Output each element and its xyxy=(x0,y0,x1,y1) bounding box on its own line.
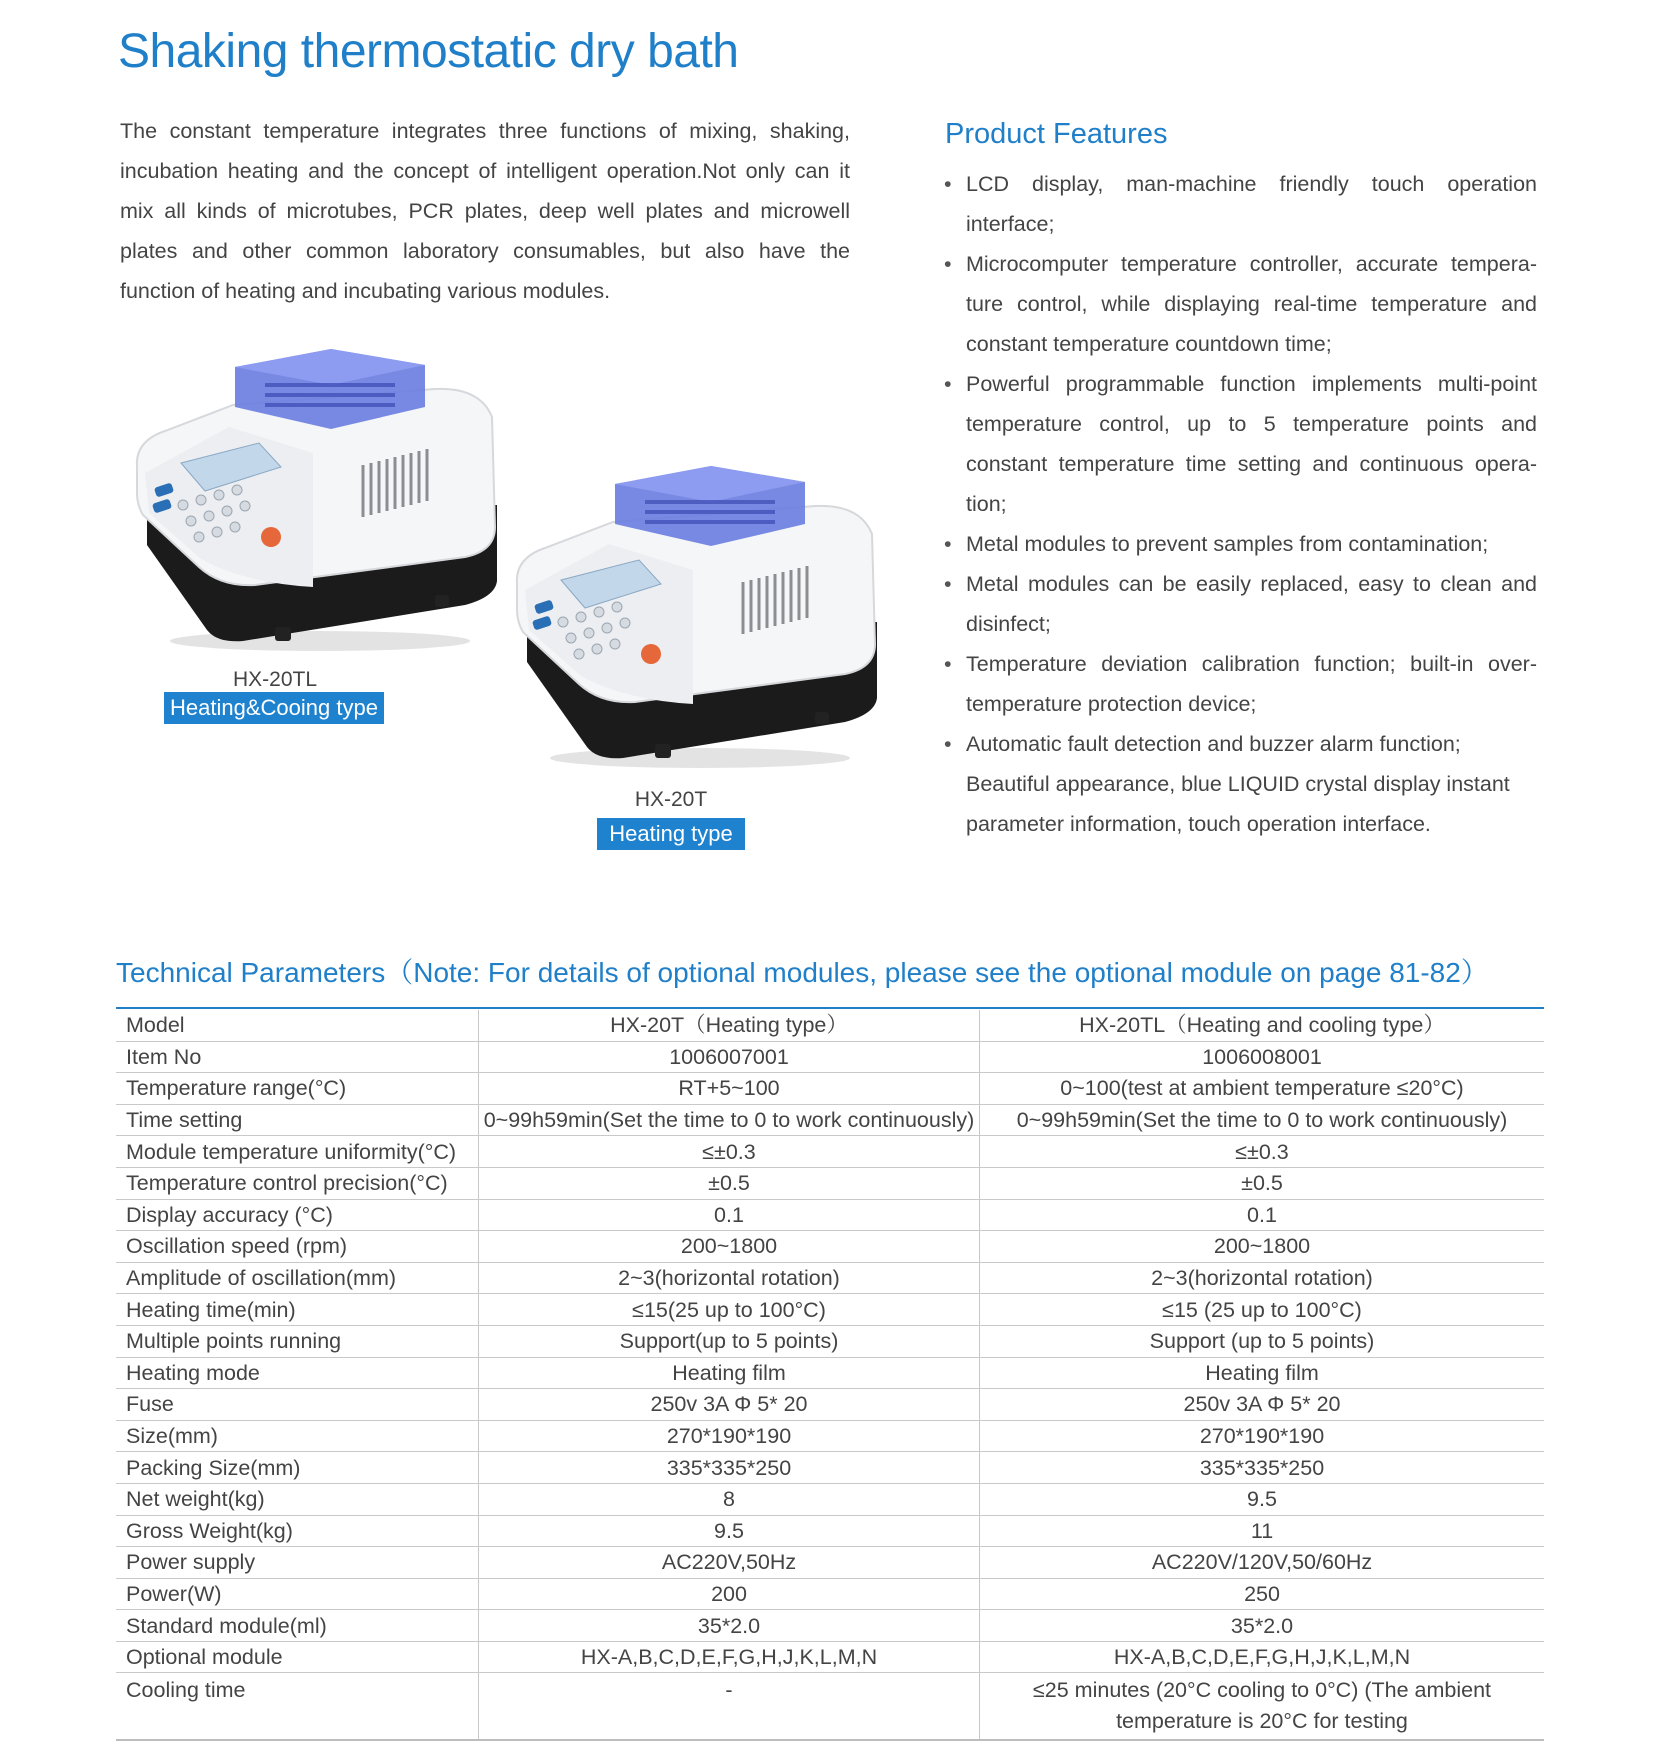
hx20t-value-cell: - xyxy=(479,1673,980,1741)
hx20t-value-cell: 0~99h59min(Set the time to 0 to work continuously) xyxy=(479,1104,980,1136)
feature-item: • Automatic fault detection and buzzer alarm function; xyxy=(944,724,1537,764)
param-name-cell: Temperature range(°C) xyxy=(116,1073,479,1105)
product-type-badge: Heating type xyxy=(597,818,745,850)
product-image-hx20t xyxy=(515,462,885,772)
hx20t-value-cell: 0.1 xyxy=(479,1199,980,1231)
param-name-cell: Heating mode xyxy=(116,1357,479,1389)
hx20tl-value-cell: 2~3(horizontal rotation) xyxy=(980,1262,1545,1294)
table-row xyxy=(116,1167,1544,1199)
param-name-cell: Oscillation speed (rpm) xyxy=(116,1231,479,1263)
tech-params-rule xyxy=(116,1007,1544,1009)
hx20t-value-cell: 335*335*250 xyxy=(479,1452,980,1484)
table-row xyxy=(116,1610,1544,1642)
param-name-cell: Time setting xyxy=(116,1104,479,1136)
param-name-cell: Power(W) xyxy=(116,1578,479,1610)
product-type-badge: Heating&Cooing type xyxy=(164,692,384,724)
tech-params-title: Technical Parameters（Note: For details of optional modules, please see the optional module on page 81-82） xyxy=(116,957,1489,988)
param-name-cell: Gross Weight(kg) xyxy=(116,1515,479,1547)
hx20tl-value-cell: 0~99h59min(Set the time to 0 to work continuously) xyxy=(980,1104,1545,1136)
table-row xyxy=(116,1136,1544,1168)
hx20tl-value-cell: HX-20TL（Heating and cooling type） xyxy=(980,1010,1545,1041)
param-name-cell: Model xyxy=(116,1010,479,1041)
param-name-cell: Temperature control precision(°C) xyxy=(116,1167,479,1199)
param-name-cell: Fuse xyxy=(116,1389,479,1421)
features-title: Product Features xyxy=(945,118,1168,150)
hx20t-value-cell: 8 xyxy=(479,1483,980,1515)
hx20tl-value-cell: 11 xyxy=(980,1515,1545,1547)
table-row xyxy=(116,1262,1544,1294)
hx20tl-value-cell: 335*335*250 xyxy=(980,1452,1545,1484)
feature-item: • Microcomputer temperature controller, accurate tempera-ture control, while displaying real-time temperature and constant temperature countdown time; xyxy=(944,244,1537,364)
table-row xyxy=(116,1578,1544,1610)
table-row xyxy=(116,1357,1544,1389)
hx20tl-value-cell: 0~100(test at ambient temperature ≤20°C) xyxy=(980,1073,1545,1105)
hx20t-value-cell: ≤±0.3 xyxy=(479,1136,980,1168)
table-row xyxy=(116,1389,1544,1421)
hx20tl-value-cell: 35*2.0 xyxy=(980,1610,1545,1642)
hx20t-value-cell: 250v 3A Φ 5* 20 xyxy=(479,1389,980,1421)
feature-continuation: Beautiful appearance, blue LIQUID crystal display instant parameter information, touch operation interface. xyxy=(966,772,1510,836)
product-model-label: HX-20T xyxy=(634,788,708,811)
feature-item: • Temperature deviation calibration function; built-in over-temperature protection device; xyxy=(944,644,1537,724)
table-row xyxy=(116,1325,1544,1357)
param-name-cell: Size(mm) xyxy=(116,1420,479,1452)
hx20t-value-cell: 9.5 xyxy=(479,1515,980,1547)
hx20t-value-cell: 1006007001 xyxy=(479,1041,980,1073)
product-image-hx20tl xyxy=(135,345,505,655)
table-row xyxy=(116,1199,1544,1231)
hx20t-value-cell: 2~3(horizontal rotation) xyxy=(479,1262,980,1294)
table-row xyxy=(116,1010,1544,1041)
intro-paragraph: The constant temperature integrates three functions of mixing, shaking, incubation heating and the concept of intelligent operation.Not only can it mix all kinds of microtubes, PCR plates, deep well plates and microwell plates and other common laboratory consumables, but also have the function of heating and incubating various modules. xyxy=(120,119,850,303)
table-row xyxy=(116,1547,1544,1579)
hx20tl-value-cell: 9.5 xyxy=(980,1483,1545,1515)
hx20tl-value-cell: 250v 3A Φ 5* 20 xyxy=(980,1389,1545,1421)
param-name-cell: Item No xyxy=(116,1041,479,1073)
hx20t-value-cell: 35*2.0 xyxy=(479,1610,980,1642)
hx20tl-value-cell: 0.1 xyxy=(980,1199,1545,1231)
param-name-cell: Display accuracy (°C) xyxy=(116,1199,479,1231)
hx20tl-value-cell: Heating film xyxy=(980,1357,1545,1389)
table-row xyxy=(116,1452,1544,1484)
hx20tl-value-cell: ≤25 minutes (20°C cooling to 0°C) (The ambient temperature is 20°C for testing xyxy=(980,1673,1545,1741)
feature-item: • LCD display, man-machine friendly touch operation interface; xyxy=(944,164,1537,244)
table-row xyxy=(116,1041,1544,1073)
param-name-cell: Optional module xyxy=(116,1641,479,1673)
table-row xyxy=(116,1294,1544,1326)
table-row xyxy=(116,1231,1544,1263)
product-model-label: HX-20TL xyxy=(232,668,318,691)
hx20tl-value-cell: AC220V/120V,50/60Hz xyxy=(980,1547,1545,1579)
param-name-cell: Module temperature uniformity(°C) xyxy=(116,1136,479,1168)
hx20t-value-cell: HX-20T（Heating type） xyxy=(479,1010,980,1041)
param-name-cell: Amplitude of oscillation(mm) xyxy=(116,1262,479,1294)
feature-item: • Metal modules to prevent samples from contamination; xyxy=(944,524,1537,564)
table-row xyxy=(116,1641,1544,1673)
hx20t-value-cell: ≤15(25 up to 100°C) xyxy=(479,1294,980,1326)
table-row xyxy=(116,1104,1544,1136)
table-row xyxy=(116,1073,1544,1105)
hx20tl-value-cell: 1006008001 xyxy=(980,1041,1545,1073)
table-row xyxy=(116,1483,1544,1515)
hx20tl-value-cell: ≤±0.3 xyxy=(980,1136,1545,1168)
param-name-cell: Multiple points running xyxy=(116,1325,479,1357)
page-title: Shaking thermostatic dry bath xyxy=(118,25,739,78)
hx20t-value-cell: RT+5~100 xyxy=(479,1073,980,1105)
param-name-cell: Cooling time xyxy=(116,1673,479,1741)
features-list xyxy=(944,164,1537,844)
hx20t-value-cell: 200 xyxy=(479,1578,980,1610)
hx20t-value-cell: Heating film xyxy=(479,1357,980,1389)
hx20t-value-cell: HX-A,B,C,D,E,F,G,H,J,K,L,M,N xyxy=(479,1641,980,1673)
hx20tl-value-cell: ±0.5 xyxy=(980,1167,1545,1199)
table-row xyxy=(116,1420,1544,1452)
tech-params-table xyxy=(116,1010,1544,1741)
hx20tl-value-cell: Support (up to 5 points) xyxy=(980,1325,1545,1357)
param-name-cell: Power supply xyxy=(116,1547,479,1579)
param-name-cell: Standard module(ml) xyxy=(116,1610,479,1642)
table-row xyxy=(116,1515,1544,1547)
hx20t-value-cell: Support(up to 5 points) xyxy=(479,1325,980,1357)
table-row xyxy=(116,1673,1544,1741)
hx20tl-value-cell: HX-A,B,C,D,E,F,G,H,J,K,L,M,N xyxy=(980,1641,1545,1673)
param-name-cell: Packing Size(mm) xyxy=(116,1452,479,1484)
hx20tl-value-cell: 270*190*190 xyxy=(980,1420,1545,1452)
hx20tl-value-cell: 200~1800 xyxy=(980,1231,1545,1263)
hx20t-value-cell: 200~1800 xyxy=(479,1231,980,1263)
hx20tl-value-cell: 250 xyxy=(980,1578,1545,1610)
hx20tl-value-cell: ≤15 (25 up to 100°C) xyxy=(980,1294,1545,1326)
hx20t-value-cell: AC220V,50Hz xyxy=(479,1547,980,1579)
feature-item: • Metal modules can be easily replaced, easy to clean and disinfect; xyxy=(944,564,1537,644)
feature-item: • Powerful programmable function implements multi-point temperature control, up to 5 temperature points and constant temperature time setting and continuous opera-tion; xyxy=(944,364,1537,524)
param-name-cell: Heating time(min) xyxy=(116,1294,479,1326)
param-name-cell: Net weight(kg) xyxy=(116,1483,479,1515)
hx20t-value-cell: 270*190*190 xyxy=(479,1420,980,1452)
hx20t-value-cell: ±0.5 xyxy=(479,1167,980,1199)
